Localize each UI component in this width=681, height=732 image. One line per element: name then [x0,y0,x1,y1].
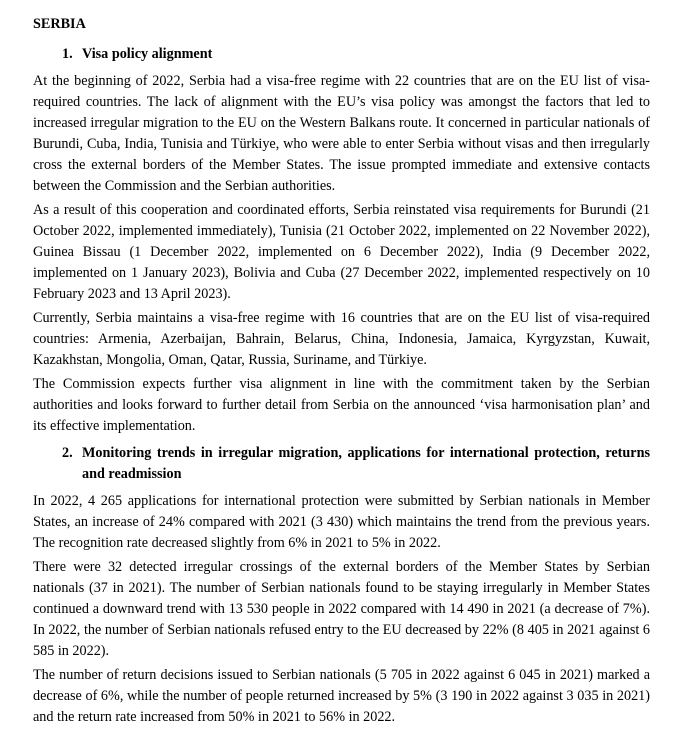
paragraph-irregular-crossings: There were 32 detected irregular crossings of the external borders of the Member States by Serbian nationals (37 in 2021). The number of Serbian nationals found to be staying irregularly in Member States continued a downward trend with 13 530 people in 2022 compared with 14 490 in 2021 (a decrease of 7%). In 2022, the number of Serbian nationals refused entry to the EU decreased by 22% (8 405 in 2021 against 6 585 in 2022). [33,559,650,659]
section-2-number: 2. [62,445,73,461]
paragraph-return-decisions: The number of return decisions issued to Serbian nationals (5 705 in 2022 against 6 045 in 2021) marked a decrease of 6%, while the number of people returned increased by 5% (3 190 in 2022 against 3 035 in 2021) and the return rate increased from 50% in 2021 to 56% in 2022. [33,667,650,725]
paragraph-international-protection-applications: In 2022, 4 265 applications for international protection were submitted by Serbian nationals in Member States, an increase of 24% compared with 2021 (3 430) which maintains the trend from the previous years. The recognition rate decreased slightly from 6% in 2021 to 5% in 2022. [33,493,650,551]
paragraph-commission-expectations: The Commission expects further visa alignment in line with the commitment taken by the Serbian authorities and looks forward to further detail from Serbia on the announced ‘visa harmonisation plan’ and its effective implementation. [33,376,650,434]
section-2-heading-text: Monitoring trends in irregular migration, applications for international protection, returns and readmission [82,445,650,482]
section-2-heading [62,443,650,485]
section-1-heading [62,44,650,65]
section-1-number: 1. [62,46,73,62]
document-title: SERBIA [33,16,86,32]
paragraph-visa-free-regime-2022: At the beginning of 2022, Serbia had a visa-free regime with 22 countries that are on the EU list of visa-required countries. The lack of alignment with the EU’s visa policy was amongst the factors that led to increased irregular migration to the EU on the Western Balkans route. It concerned in particular nationals of Burundi, Cuba, India, Tunisia and Türkiye, who were able to enter Serbia without visas and then irregularly cross the external borders of the Member States. The issue prompted immediate and extensive contacts between the Commission and the Serbian authorities. [33,73,650,194]
paragraph-current-visa-free-countries: Currently, Serbia maintains a visa-free regime with 16 countries that are on the EU list of visa-required countries: Armenia, Azerbaijan, Bahrain, Belarus, China, Indonesia, Jamaica, Kyrgyzstan, Kuwait, Kazakhstan, Mongolia, Oman, Qatar, Russia, Suriname, and Türkiye. [33,310,650,368]
paragraph-reinstated-visa-requirements: As a result of this cooperation and coordinated efforts, Serbia reinstated visa requirements for Burundi (21 October 2022, implemented immediately), Tunisia (21 October 2022, implemented on 22 November 2022), Guinea Bissau (1 December 2022, implemented on 6 December 2022), India (9 December 2022, implemented on 1 January 2023), Bolivia and Cuba (27 December 2022, implemented respectively on 10 February 2023 and 13 April 2023). [33,202,650,302]
section-1-heading-text: Visa policy alignment [82,46,213,62]
